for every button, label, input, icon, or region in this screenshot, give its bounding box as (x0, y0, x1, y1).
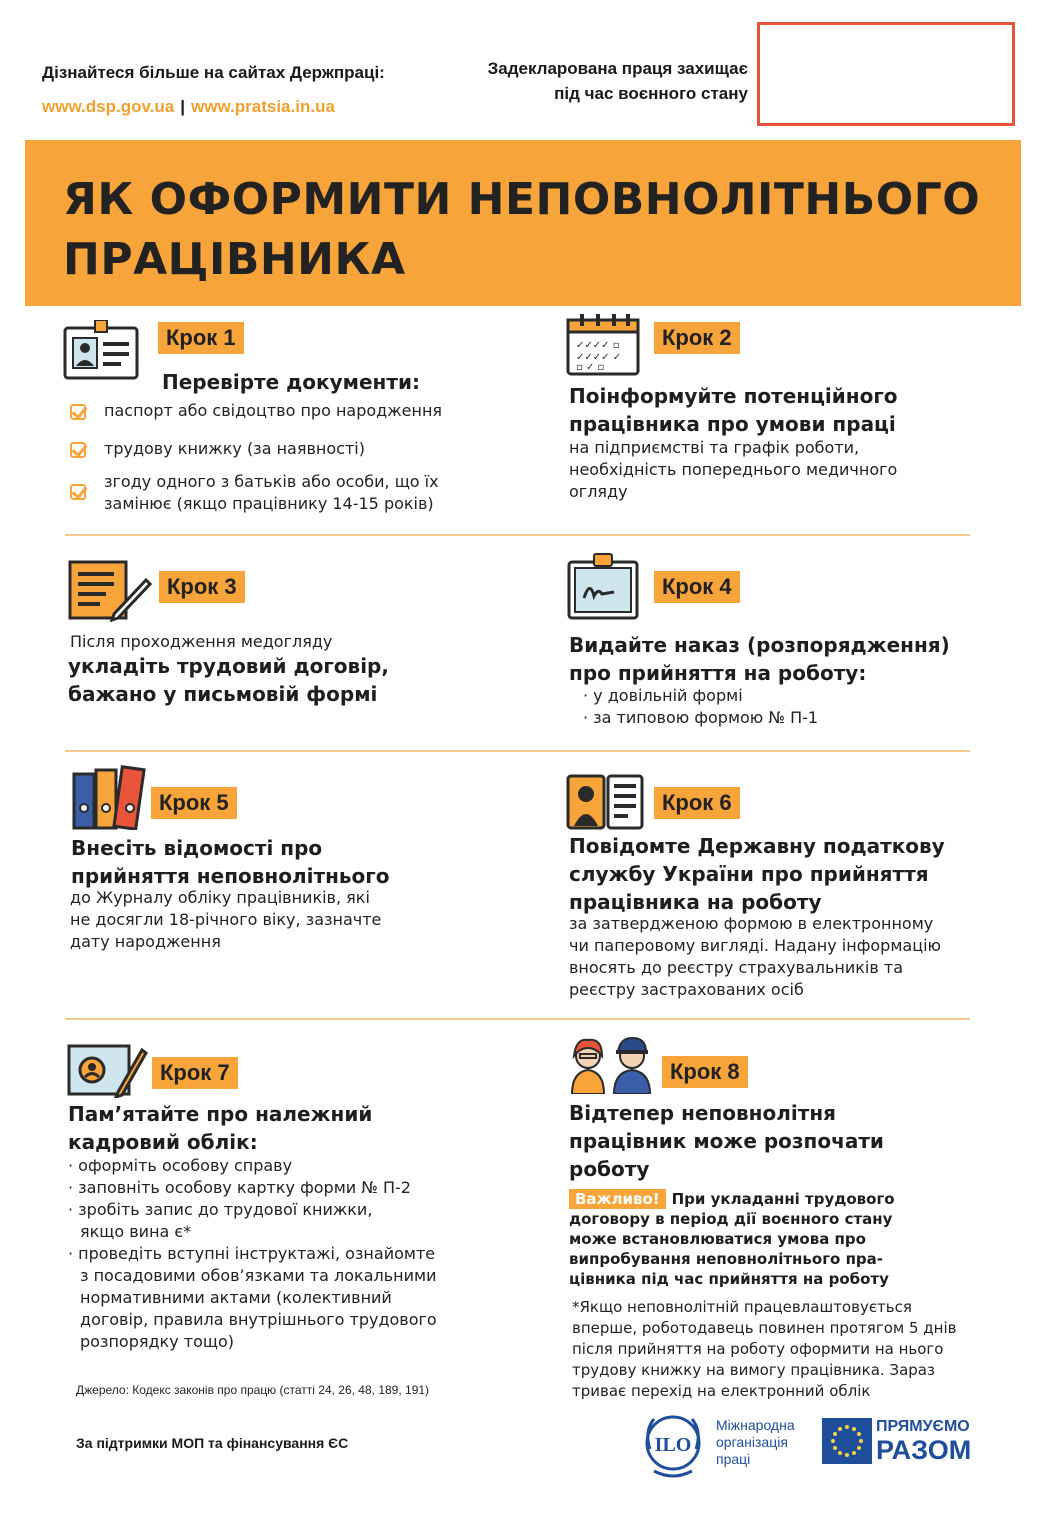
step-3-heading (68, 652, 389, 708)
learn-more-block (42, 56, 385, 124)
step-5-heading (71, 834, 389, 890)
step-5-badge: Крок 5 (151, 787, 237, 819)
ilo-name-line-1: Міжнародна (716, 1417, 795, 1433)
step-2-text (569, 437, 897, 503)
step-2-text-line-2: необхідність попереднього медичного (569, 460, 898, 479)
step-6-badge: Крок 6 (654, 787, 740, 819)
step-7-badge: Крок 7 (152, 1057, 238, 1089)
step-7-heading (68, 1100, 372, 1156)
step-8-badge: Крок 8 (662, 1056, 748, 1088)
links-row (42, 90, 385, 124)
step-4-badge: Крок 4 (654, 571, 740, 603)
slogan (440, 56, 748, 106)
signed-board-icon (566, 552, 640, 622)
step-7-list (68, 1155, 437, 1353)
step-8-important-line-5: цівника під час прийняття на роботу (569, 1270, 889, 1288)
step-8-heading-line-3: роботу (569, 1157, 650, 1181)
check-icon (70, 442, 86, 458)
step-8-note-line-2: вперше, роботодавець повинен протягом 5 днів (572, 1319, 957, 1337)
step-5-text-line-2: не досягли 18-річного віку, зазначте (70, 910, 382, 929)
step-1-item-3a: згоду одного з батьків або особи, що їх (104, 472, 439, 491)
ilo-logo (640, 1411, 706, 1481)
step-7-item-2: · заповніть особову картку форми № П-2 (68, 1178, 411, 1197)
step-6-text (569, 913, 941, 1001)
step-3-badge: Крок 3 (159, 571, 245, 603)
step-8-note-line-1: *Якщо неповнолітній працевлаштовується (572, 1298, 912, 1316)
document-pen-icon (66, 558, 152, 622)
step-1-badge: Крок 1 (158, 322, 244, 354)
step-8-note-line-4: трудову книжку на вимогу працівника. Зараз (572, 1361, 935, 1379)
eu-slogan (876, 1418, 971, 1464)
svg-text:▫ ✓ ▫: ▫ ✓ ▫ (576, 362, 605, 373)
step-8-important-line-1: Важливо! При укладанні трудового (569, 1189, 895, 1209)
person-form-icon (566, 774, 644, 830)
step-7-item-1: · оформіть особову справу (68, 1156, 293, 1175)
step-7-item-4-cont-4: розпорядку тощо) (80, 1332, 234, 1351)
step-7-item-4-cont-2: нормативними актами (колективний (80, 1288, 392, 1307)
eu-slogan-line-2: РАЗОМ (876, 1435, 972, 1465)
step-8-important (569, 1189, 895, 1289)
step-5-heading-line-1: Внесіть відомості про (71, 836, 323, 860)
divider (65, 534, 970, 536)
link-pratsia[interactable]: www.pratsia.in.ua (191, 97, 335, 116)
eu-flag-icon (822, 1418, 872, 1464)
page-title (63, 170, 980, 290)
step-8-note-line-5: триває перехід на електронний облік (572, 1382, 871, 1400)
step-3-heading-line-1: укладіть трудовий договір, (68, 654, 389, 678)
step-6-text-line-2: чи паперовому вигляді. Надану інформацію (569, 936, 941, 955)
step-6-text-line-4: реєстру застрахованих осіб (569, 980, 804, 999)
step-5-text-line-3: дату народження (70, 932, 221, 951)
step-4-heading (569, 631, 950, 687)
divider (65, 1018, 970, 1020)
eu-slogan-line-1: ПРЯМУЄМО (876, 1418, 970, 1435)
step-6-heading-line-1: Повідомте Державну податкову (569, 834, 945, 858)
step-1-item-3b: замінює (якщо працівнику 14-15 років) (104, 494, 434, 513)
step-2-text-line-1: на підприємстві та графік роботи, (569, 438, 860, 457)
id-card-icon (63, 320, 139, 380)
link-dsp[interactable]: www.dsp.gov.ua (42, 97, 175, 116)
step-7-heading-line-2: кадровий облік: (68, 1130, 258, 1154)
step-4-item-1: · у довільній формі (583, 686, 743, 705)
step-5-text-line-1: до Журналу обліку працівників, які (70, 888, 370, 907)
step-7-item-4: · проведіть вступні інструктажі, ознайомте (68, 1244, 436, 1263)
step-8-important-line-4: випробування неповнолітнього пра- (569, 1250, 884, 1268)
step-1-item-2: трудову книжку (за наявності) (104, 439, 365, 458)
check-icon (70, 484, 86, 500)
step-4-list (583, 685, 818, 729)
important-label: Важливо! (569, 1189, 666, 1209)
title-line-1: ЯК ОФОРМИТИ НЕПОВНОЛІТНЬОГО (63, 174, 981, 225)
step-8-note (572, 1297, 956, 1402)
calendar-icon (566, 312, 640, 376)
step-8-heading-line-2: працівник може розпочати (569, 1129, 884, 1153)
step-8-note-line-3: після прийняття на роботу оформити на нього (572, 1340, 944, 1358)
step-4-heading-line-1: Видайте наказ (розпорядження) (569, 633, 950, 657)
step-8-heading-line-1: Відтепер неповнолітня (569, 1101, 836, 1125)
step-4-item-2: · за типовою формою № П-1 (583, 708, 819, 727)
step-7-item-3: · зробіть запис до трудової книжки, (68, 1200, 373, 1219)
step-4-heading-line-2: про прийняття на роботу: (569, 661, 867, 685)
step-5-text (70, 887, 381, 953)
step-6-heading-line-3: працівника на роботу (569, 890, 822, 914)
source-note: Джерело: Кодекс законів про працю (статті 24, 26, 48, 189, 191) (76, 1383, 430, 1397)
step-6-heading (569, 832, 945, 916)
check-icon (70, 404, 86, 420)
step-1-heading: Перевірте документи: (162, 370, 420, 394)
slogan-line-1: Задекларована праця захищає (487, 59, 748, 78)
binders-icon (70, 764, 146, 830)
step-7-item-4-cont-3: договір, правила внутрішнього трудового (80, 1310, 437, 1329)
step-6-text-line-1: за затвердженою формою в електронному (569, 914, 934, 933)
step-6-heading-line-2: службу України про прийняття (569, 862, 929, 886)
learn-more-text: Дізнайтеся більше на сайтах Держпраці: (42, 63, 385, 82)
step-8-important-line-3: може встановлюватися умова про (569, 1230, 866, 1248)
step-7-heading-line-1: Пам’ятайте про належний (68, 1102, 373, 1126)
slogan-line-2: під час воєнного стану (554, 84, 748, 103)
svg-text:✓✓✓✓ ✓: ✓✓✓✓ ✓ (576, 352, 622, 363)
support-note: За підтримки МОП та фінансування ЄС (76, 1435, 349, 1451)
step-5-heading-line-2: прийняття неповнолітнього (71, 864, 390, 888)
step-2-heading (569, 382, 898, 438)
svg-text:✓✓✓✓ ▫: ✓✓✓✓ ▫ (576, 340, 620, 351)
divider (65, 750, 970, 752)
workers-icon (566, 1036, 656, 1094)
step-3-intro: Після проходження медогляду (70, 632, 333, 651)
ilo-name-line-3: праці (716, 1451, 751, 1467)
ilo-name-line-2: організація (716, 1434, 788, 1450)
link-separator: | (180, 97, 185, 116)
step-7-item-3-cont: якщо вина є* (80, 1222, 192, 1241)
title-line-2: ПРАЦІВНИКА (63, 234, 406, 285)
red-frame (757, 22, 1015, 126)
step-2-text-line-3: огляду (569, 482, 628, 501)
step-3-heading-line-2: бажано у письмовій формі (68, 682, 378, 706)
ilo-logo-text: ILO (654, 1434, 692, 1456)
ilo-name (716, 1417, 795, 1468)
step-1-item-1: паспорт або свідоцтво про народження (104, 401, 443, 420)
step-2-badge: Крок 2 (654, 322, 740, 354)
step-6-text-line-3: вносять до реєстру страхувальників та (569, 958, 903, 977)
profile-pencil-icon (66, 1042, 148, 1098)
step-2-heading-line-2: працівника про умови праці (569, 412, 896, 436)
step-8-heading (569, 1099, 884, 1183)
step-8-important-line-2: договору в період дії воєнного стану (569, 1210, 893, 1228)
step-2-heading-line-1: Поінформуйте потенційного (569, 384, 898, 408)
step-7-item-4-cont-1: з посадовими обов’язками та локальними (80, 1266, 437, 1285)
